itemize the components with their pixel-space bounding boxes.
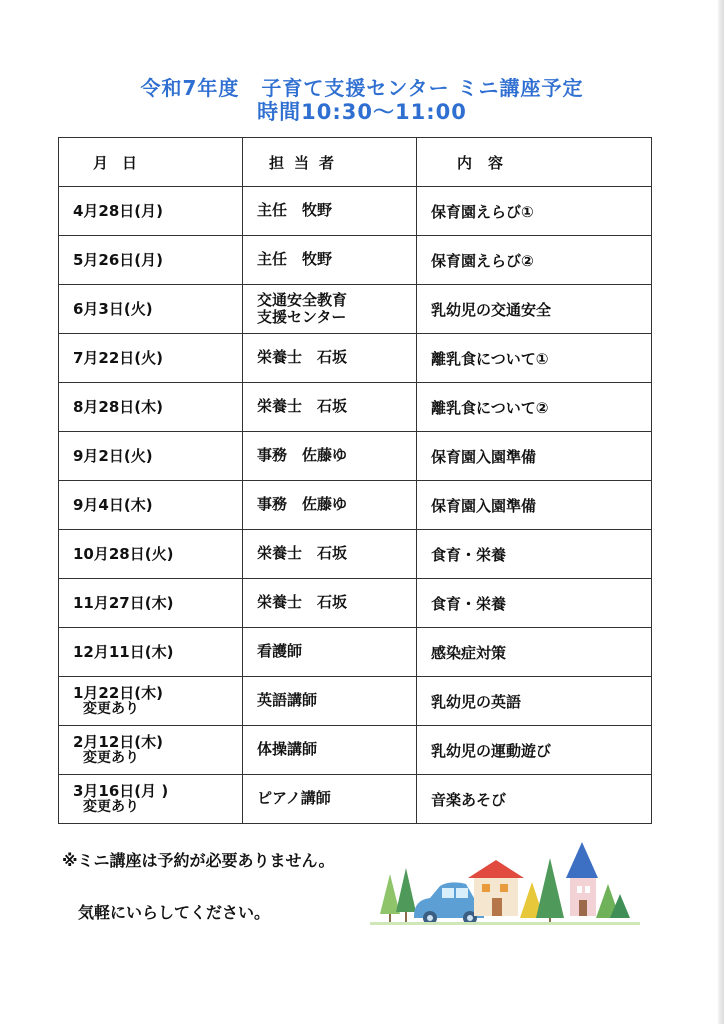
- row-staff-line: 支援センター: [257, 308, 347, 326]
- page-edge: [718, 0, 724, 1024]
- row-date-text: 4月28日(月): [73, 202, 164, 220]
- table-row: [59, 432, 652, 481]
- row-date: [59, 432, 243, 481]
- row-staff-line: 体操講師: [257, 740, 318, 759]
- row-staff: [243, 383, 417, 432]
- row-staff: [243, 530, 417, 579]
- row-content: 感染症対策: [417, 628, 652, 677]
- row-staff-line: 英語講師: [257, 691, 318, 710]
- row-date-text: 9月4日(木): [73, 496, 153, 514]
- row-change-note: 変更あり: [83, 701, 139, 718]
- row-staff-line: 事務 佐藤ゆ: [257, 495, 348, 514]
- row-date: [59, 628, 243, 677]
- row-date: [59, 236, 243, 285]
- row-staff: [243, 775, 417, 824]
- row-date-text: 12月11日(木): [73, 643, 174, 661]
- row-content: 乳幼児の交通安全: [417, 285, 652, 334]
- row-staff-line: 看護師: [257, 642, 303, 661]
- row-content: 食育・栄養: [417, 579, 652, 628]
- row-staff-line: 栄養士 石坂: [257, 544, 348, 563]
- page-title: [0, 78, 724, 123]
- invite-text: 気軽にいらしてください。: [78, 903, 271, 922]
- table-row: [59, 481, 652, 530]
- table-row: [59, 775, 652, 824]
- row-change-note: 変更あり: [83, 799, 139, 816]
- row-date: [59, 677, 243, 726]
- row-staff: [243, 481, 417, 530]
- row-date-text: 1月22日(木): [73, 684, 164, 703]
- table-row: [59, 579, 652, 628]
- table-row: [59, 236, 652, 285]
- row-date-text: 11月27日(木): [73, 594, 174, 612]
- reservation-note: ※ミニ講座は予約が必要ありません。: [62, 851, 335, 870]
- row-date-text: 9月2日(火): [73, 447, 153, 465]
- row-staff-line: 交通安全教育: [257, 290, 348, 309]
- row-staff: [243, 334, 417, 383]
- row-staff: [243, 187, 417, 236]
- row-content: 離乳食について①: [417, 334, 652, 383]
- row-staff-line: ピアノ講師: [257, 789, 331, 808]
- row-staff-line: 主任 牧野: [257, 201, 333, 220]
- table-row: [59, 187, 652, 236]
- row-content: 乳幼児の運動遊び: [417, 726, 652, 775]
- row-date-text: 2月12日(木): [73, 733, 164, 752]
- table-row: [59, 726, 652, 775]
- table-row: [59, 285, 652, 334]
- row-staff: [243, 628, 417, 677]
- table-row: [59, 334, 652, 383]
- title-main: 子育て支援センター ミニ講座予定: [261, 76, 584, 100]
- row-date: [59, 530, 243, 579]
- row-date-text: 3月16日(月 ): [73, 782, 169, 801]
- row-date-text: 10月28日(火): [73, 545, 174, 563]
- header-content: 内容: [417, 138, 652, 187]
- row-date: [59, 285, 243, 334]
- row-staff-line: 栄養士 石坂: [257, 348, 348, 367]
- row-content: 保育園えらび①: [417, 187, 652, 236]
- schedule-table: [58, 137, 652, 824]
- row-date: [59, 334, 243, 383]
- header-staff: 担当者: [243, 138, 417, 187]
- row-content: 保育園入園準備: [417, 481, 652, 530]
- row-date: [59, 579, 243, 628]
- table-row: [59, 530, 652, 579]
- schedule-rows: [59, 187, 652, 824]
- title-year: 令和7年度: [140, 76, 240, 100]
- title-time: 時間10:30～11:00: [257, 100, 467, 124]
- row-content: 離乳食について②: [417, 383, 652, 432]
- row-staff-line: 栄養士 石坂: [257, 397, 348, 416]
- row-date-text: 5月26日(月): [73, 251, 164, 269]
- row-date-text: 6月3日(火): [73, 300, 153, 318]
- row-staff: [243, 579, 417, 628]
- row-staff-line: 事務 佐藤ゆ: [257, 446, 348, 465]
- row-content: 音楽あそび: [417, 775, 652, 824]
- row-staff-line: 主任 牧野: [257, 250, 333, 269]
- row-date-text: 8月28日(木): [73, 398, 164, 416]
- row-content: 保育園入園準備: [417, 432, 652, 481]
- row-content: 食育・栄養: [417, 530, 652, 579]
- row-content: 保育園えらび②: [417, 236, 652, 285]
- row-staff-line: 栄養士 石坂: [257, 593, 348, 612]
- table-row: [59, 383, 652, 432]
- table-header-row: [59, 138, 652, 187]
- row-staff: [243, 285, 417, 334]
- table-row: [59, 628, 652, 677]
- row-date: [59, 775, 243, 824]
- row-staff: [243, 677, 417, 726]
- table-row: [59, 677, 652, 726]
- row-content: 乳幼児の英語: [417, 677, 652, 726]
- row-date: [59, 726, 243, 775]
- header-date: 月日: [59, 138, 243, 187]
- row-staff: [243, 236, 417, 285]
- row-staff: [243, 432, 417, 481]
- row-date: [59, 383, 243, 432]
- row-change-note: 変更あり: [83, 750, 139, 767]
- village-illustration: [370, 838, 640, 928]
- row-date-text: 7月22日(火): [73, 349, 164, 367]
- row-date: [59, 481, 243, 530]
- row-date: [59, 187, 243, 236]
- row-staff: [243, 726, 417, 775]
